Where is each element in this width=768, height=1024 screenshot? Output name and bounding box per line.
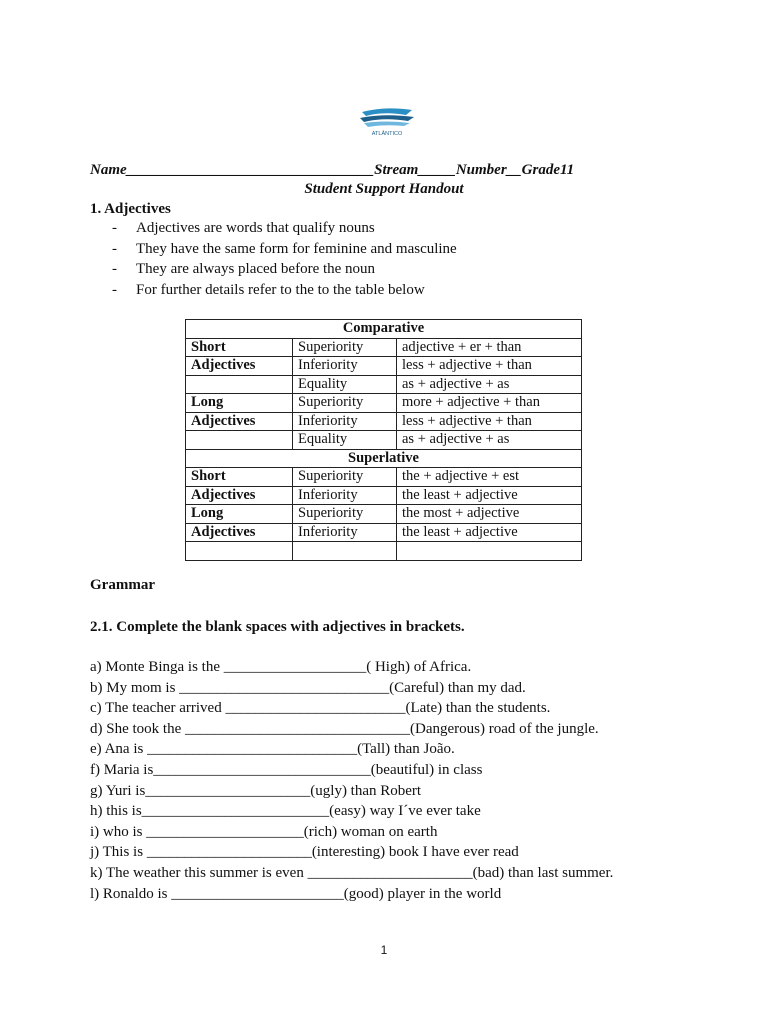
table-row: [186, 486, 582, 505]
table-row: [186, 449, 582, 468]
rule-cell: less + adjective + than: [397, 412, 582, 431]
table-row: [186, 375, 582, 394]
rule-cell: the least + adjective: [397, 486, 582, 505]
empty-cell: [397, 542, 582, 561]
type-cell: Superiority: [293, 505, 397, 524]
superlative-heading: Superlative: [186, 449, 582, 468]
empty-cell: [186, 542, 293, 561]
bullet-item: - Adjectives are words that qualify nouns: [112, 220, 375, 236]
table-row: [186, 523, 582, 542]
type-cell: Equality: [293, 431, 397, 450]
rule-cell: the most + adjective: [397, 505, 582, 524]
school-logo: [354, 106, 420, 138]
category-cell: Short: [186, 338, 293, 357]
adjectives-table: [185, 319, 582, 561]
exercise-item: i) who is _____________________(rich) woman on earth: [90, 823, 438, 840]
exercise-item: c) The teacher arrived ________________________(Late) than the students.: [90, 700, 551, 717]
category-cell: Long: [186, 505, 293, 524]
type-cell: Inferiority: [293, 486, 397, 505]
type-cell: Superiority: [293, 468, 397, 487]
grammar-title: Grammar: [90, 577, 155, 593]
type-cell: Equality: [293, 375, 397, 394]
category-cell: [186, 375, 293, 394]
type-cell: Inferiority: [293, 357, 397, 376]
exercise-item: h) this is_________________________(easy) way I´ve ever take: [90, 803, 481, 820]
table-row: [186, 394, 582, 413]
category-cell: Adjectives: [186, 523, 293, 542]
category-cell: Adjectives: [186, 412, 293, 431]
type-cell: Inferiority: [293, 412, 397, 431]
rule-cell: as + adjective + as: [397, 375, 582, 394]
exercise-list: [90, 657, 613, 904]
category-cell: Adjectives: [186, 486, 293, 505]
exercise-item: j) This is ______________________(interesting) book I have ever read: [90, 844, 519, 861]
exercise-item: l) Ronaldo is _______________________(good) player in the world: [90, 885, 502, 902]
bullet-item: - They are always placed before the noun: [112, 261, 376, 278]
rule-cell: the + adjective + est: [397, 468, 582, 487]
exercise-item: e) Ana is ____________________________(Tall) than João.: [90, 741, 455, 758]
table-row: [186, 468, 582, 487]
empty-cell: [293, 542, 397, 561]
handout-title: Student Support Handout: [304, 181, 464, 197]
category-cell: Adjectives: [186, 357, 293, 376]
type-cell: Superiority: [293, 394, 397, 413]
exercise-instruction: 2.1. Complete the blank spaces with adjectives in brackets.: [90, 619, 465, 635]
rule-cell: as + adjective + as: [397, 431, 582, 450]
category-cell: Short: [186, 468, 293, 487]
adjectives-bullet-list: [112, 218, 457, 301]
table-row: [186, 431, 582, 450]
table-row: [186, 542, 582, 561]
exercise-item: f) Maria is_____________________________(beautiful) in class: [90, 761, 483, 778]
logo-text: ATLÂNTICO: [371, 131, 403, 137]
comparative-heading: Comparative: [186, 320, 582, 339]
exercise-item: g) Yuri is______________________(ugly) than Robert: [90, 782, 422, 799]
rule-cell: more + adjective + than: [397, 394, 582, 413]
table-row: [186, 357, 582, 376]
exercise-item: b) My mom is ____________________________(Careful) than my dad.: [90, 679, 526, 696]
type-cell: Superiority: [293, 338, 397, 357]
section-adjectives-title: 1. Adjectives: [90, 201, 171, 217]
table-row: [186, 338, 582, 357]
student-info-line: Name_________________________________Stream_____Number__Grade11: [90, 162, 575, 178]
exercise-item: a) Monte Binga is the ___________________( High) of Africa.: [90, 659, 472, 675]
table-row: [186, 320, 582, 339]
page-number: 1: [380, 943, 388, 957]
table-row: [186, 412, 582, 431]
rule-cell: less + adjective + than: [397, 357, 582, 376]
bullet-item: - They have the same form for feminine and masculine: [112, 240, 457, 257]
category-cell: [186, 431, 293, 450]
rule-cell: the least + adjective: [397, 523, 582, 542]
exercise-item: d) She took the ______________________________(Dangerous) road of the jungle.: [90, 720, 599, 737]
exercise-item: k) The weather this summer is even ______________________(bad) than last summer.: [90, 864, 614, 881]
rule-cell: adjective + er + than: [397, 338, 582, 357]
category-cell: Long: [186, 394, 293, 413]
bullet-item: - For further details refer to the to the table below: [112, 282, 425, 299]
logo-wave-icon: [354, 106, 420, 138]
type-cell: Inferiority: [293, 523, 397, 542]
table-row: [186, 505, 582, 524]
